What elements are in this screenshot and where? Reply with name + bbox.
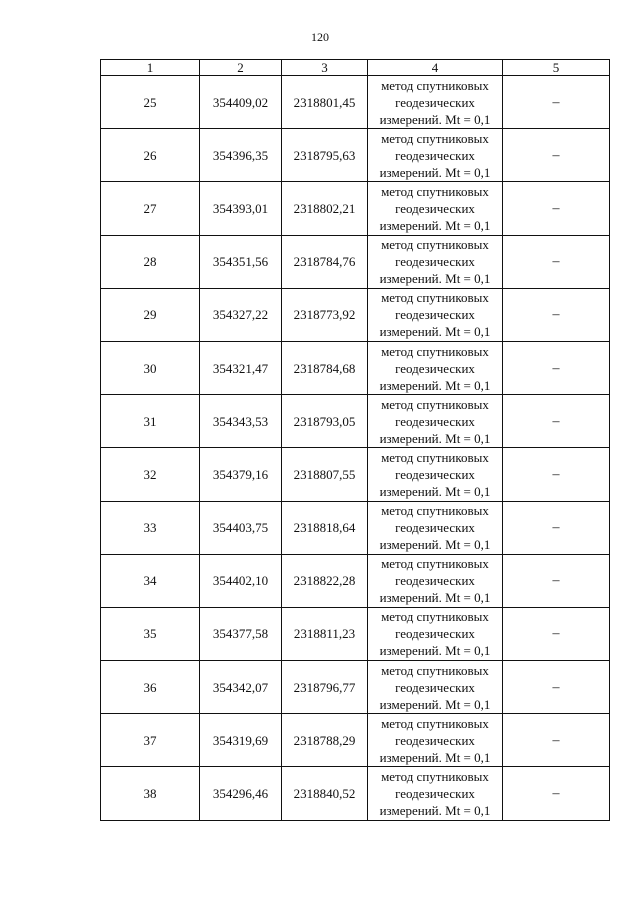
note-value: –: [503, 182, 610, 235]
coordinate-x: 354351,56: [200, 235, 282, 288]
method-line: метод спутниковых: [381, 449, 489, 465]
method-line: измерений. Mt = 0,1: [379, 749, 491, 765]
method-line: метод спутниковых: [381, 662, 489, 678]
coordinate-x: 354343,53: [200, 395, 282, 448]
table-row: [101, 341, 610, 394]
method-line: геодезических: [395, 573, 475, 589]
point-number: 31: [101, 395, 200, 448]
note-value: –: [503, 448, 610, 501]
point-number: 27: [101, 182, 200, 235]
method-line: измерений. Mt = 0,1: [379, 164, 491, 180]
point-number: 34: [101, 554, 200, 607]
coordinate-x: 354296,46: [200, 767, 282, 820]
point-number: 29: [101, 288, 200, 341]
method-line: геодезических: [395, 413, 475, 429]
method-line: метод спутниковых: [381, 343, 489, 359]
note-value: –: [503, 607, 610, 660]
coordinate-y: 2318784,68: [282, 341, 368, 394]
measurement-method: [368, 129, 503, 182]
method-line: геодезических: [395, 254, 475, 270]
table-row: [101, 182, 610, 235]
column-header-2: 2: [200, 60, 282, 76]
coordinate-x: 354321,47: [200, 341, 282, 394]
column-header-4: 4: [368, 60, 503, 76]
measurement-method: [368, 288, 503, 341]
method-line: метод спутниковых: [381, 556, 489, 572]
coordinate-y: 2318801,45: [282, 76, 368, 129]
table-row: [101, 661, 610, 714]
method-line: геодезических: [395, 520, 475, 536]
note-value: –: [503, 341, 610, 394]
note-value: –: [503, 129, 610, 182]
measurement-method: [368, 76, 503, 129]
note-value: –: [503, 714, 610, 767]
method-line: геодезических: [395, 679, 475, 695]
method-line: геодезических: [395, 200, 475, 216]
table-row: [101, 554, 610, 607]
method-line: геодезических: [395, 466, 475, 482]
column-header-3: 3: [282, 60, 368, 76]
column-header-1: 1: [101, 60, 200, 76]
measurement-method: [368, 395, 503, 448]
coordinate-y: 2318773,92: [282, 288, 368, 341]
coordinate-x: 354393,01: [200, 182, 282, 235]
table-row: [101, 448, 610, 501]
method-line: геодезических: [395, 307, 475, 323]
point-number: 28: [101, 235, 200, 288]
method-line: метод спутниковых: [381, 77, 489, 93]
coordinate-x: 354327,22: [200, 288, 282, 341]
coordinate-x: 354396,35: [200, 129, 282, 182]
measurement-method: [368, 235, 503, 288]
point-number: 25: [101, 76, 200, 129]
table-row: [101, 235, 610, 288]
coordinate-y: 2318822,28: [282, 554, 368, 607]
note-value: –: [503, 501, 610, 554]
method-line: измерений. Mt = 0,1: [379, 537, 491, 553]
method-line: измерений. Mt = 0,1: [379, 430, 491, 446]
point-number: 36: [101, 661, 200, 714]
table-row: [101, 288, 610, 341]
coordinate-y: 2318840,52: [282, 767, 368, 820]
method-line: геодезических: [395, 94, 475, 110]
method-line: геодезических: [395, 626, 475, 642]
method-line: метод спутниковых: [381, 290, 489, 306]
coordinate-y: 2318788,29: [282, 714, 368, 767]
coordinate-y: 2318818,64: [282, 501, 368, 554]
table-row: [101, 395, 610, 448]
note-value: –: [503, 395, 610, 448]
method-line: метод спутниковых: [381, 130, 489, 146]
measurement-method: [368, 714, 503, 767]
measurement-method: [368, 501, 503, 554]
method-line: измерений. Mt = 0,1: [379, 590, 491, 606]
method-line: метод спутниковых: [381, 609, 489, 625]
method-line: метод спутниковых: [381, 237, 489, 253]
coordinate-y: 2318811,23: [282, 607, 368, 660]
method-line: метод спутниковых: [381, 396, 489, 412]
coordinate-x: 354379,16: [200, 448, 282, 501]
method-line: измерений. Mt = 0,1: [379, 324, 491, 340]
note-value: –: [503, 76, 610, 129]
coordinate-x: 354377,58: [200, 607, 282, 660]
note-value: –: [503, 288, 610, 341]
coordinate-x: 354402,10: [200, 554, 282, 607]
note-value: –: [503, 554, 610, 607]
method-line: метод спутниковых: [381, 715, 489, 731]
measurement-method: [368, 448, 503, 501]
measurement-method: [368, 554, 503, 607]
table-header-row: [101, 60, 610, 76]
method-line: геодезических: [395, 147, 475, 163]
method-line: измерений. Mt = 0,1: [379, 696, 491, 712]
coordinate-x: 354403,75: [200, 501, 282, 554]
coordinate-y: 2318807,55: [282, 448, 368, 501]
coordinate-y: 2318784,76: [282, 235, 368, 288]
measurement-method: [368, 661, 503, 714]
table-row: [101, 607, 610, 660]
point-number: 38: [101, 767, 200, 820]
coordinate-y: 2318795,63: [282, 129, 368, 182]
table-row: [101, 76, 610, 129]
coordinate-y: 2318796,77: [282, 661, 368, 714]
table-row: [101, 714, 610, 767]
method-line: измерений. Mt = 0,1: [379, 377, 491, 393]
method-line: геодезических: [395, 732, 475, 748]
method-line: метод спутниковых: [381, 183, 489, 199]
point-number: 35: [101, 607, 200, 660]
coordinate-x: 354342,07: [200, 661, 282, 714]
method-line: измерений. Mt = 0,1: [379, 483, 491, 499]
point-number: 30: [101, 341, 200, 394]
method-line: измерений. Mt = 0,1: [379, 271, 491, 287]
page-number: 120: [311, 30, 329, 44]
coordinate-x: 354319,69: [200, 714, 282, 767]
method-line: измерений. Mt = 0,1: [379, 643, 491, 659]
coordinate-y: 2318802,21: [282, 182, 368, 235]
point-number: 26: [101, 129, 200, 182]
column-header-5: 5: [503, 60, 610, 76]
method-line: измерений. Mt = 0,1: [379, 803, 491, 819]
method-line: геодезических: [395, 360, 475, 376]
measurement-method: [368, 182, 503, 235]
method-line: метод спутниковых: [381, 769, 489, 785]
table-row: [101, 501, 610, 554]
note-value: –: [503, 235, 610, 288]
method-line: геодезических: [395, 786, 475, 802]
coordinates-table: [100, 59, 610, 821]
table-row: [101, 129, 610, 182]
note-value: –: [503, 661, 610, 714]
method-line: измерений. Mt = 0,1: [379, 217, 491, 233]
point-number: 32: [101, 448, 200, 501]
coordinate-x: 354409,02: [200, 76, 282, 129]
coordinate-y: 2318793,05: [282, 395, 368, 448]
measurement-method: [368, 607, 503, 660]
table-row: [101, 767, 610, 820]
point-number: 37: [101, 714, 200, 767]
note-value: –: [503, 767, 610, 820]
method-line: измерений. Mt = 0,1: [379, 111, 491, 127]
measurement-method: [368, 767, 503, 820]
point-number: 33: [101, 501, 200, 554]
method-line: метод спутниковых: [381, 503, 489, 519]
measurement-method: [368, 341, 503, 394]
